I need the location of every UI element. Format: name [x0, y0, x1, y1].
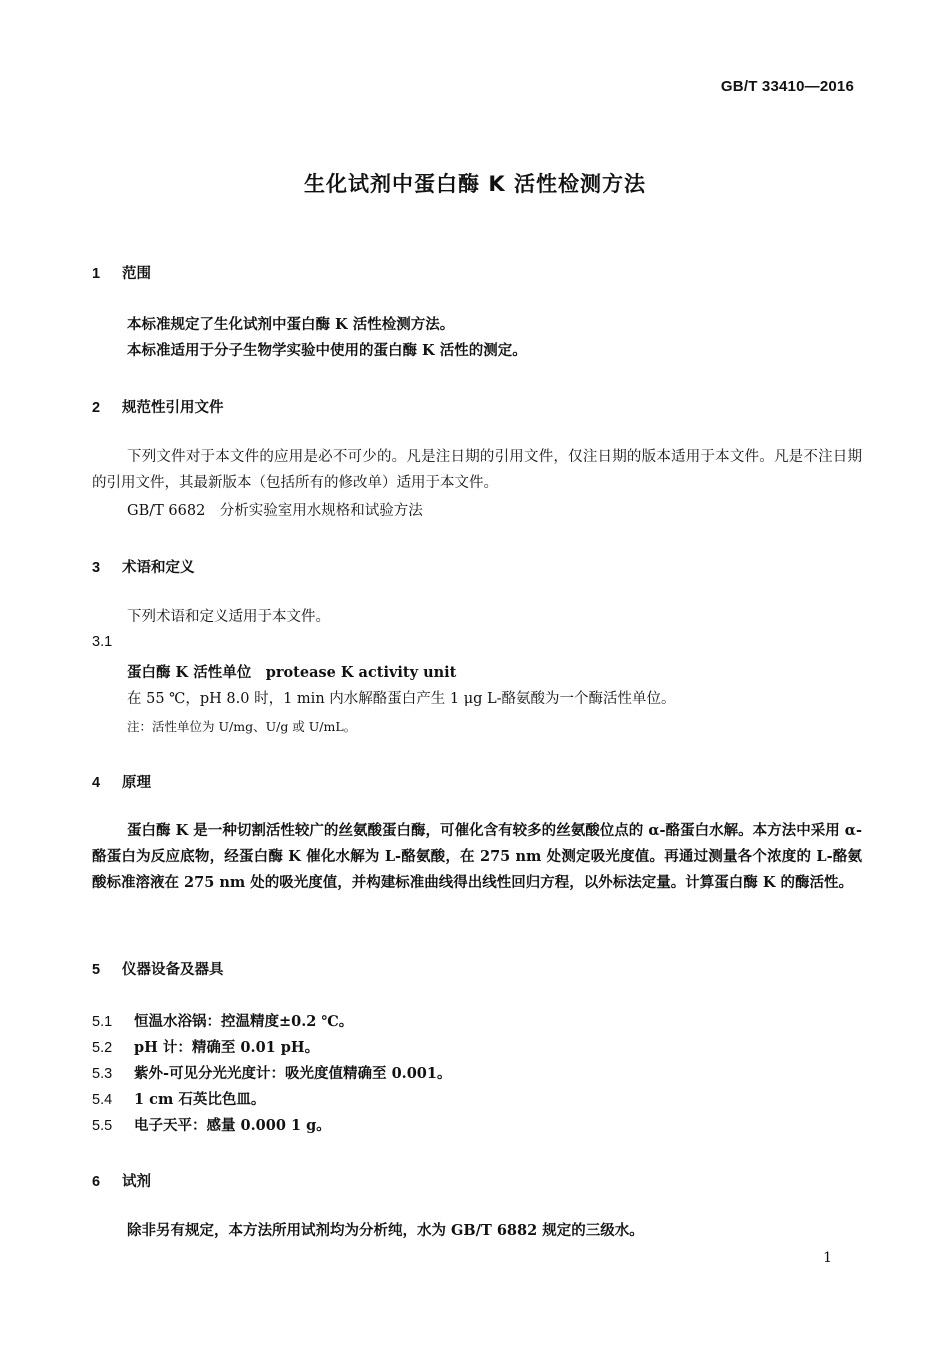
- scope-line-2: 本标准适用于分子生物学实验中使用的蛋白酶 K 活性的测定。: [127, 342, 527, 359]
- section-number: 4: [92, 775, 101, 791]
- terms-intro: 下列术语和定义适用于本文件。: [127, 609, 330, 625]
- section-6-heading: [92, 1170, 151, 1191]
- equipment-item: [92, 1088, 265, 1109]
- reagents-paragraph: 除非另有规定，本方法所用试剂均为分析纯，水为 GB/T 6882 规定的三级水。: [127, 1222, 644, 1239]
- section-title: 范围: [122, 266, 151, 282]
- document-title: 生化试剂中蛋白酶 K 活性检测方法: [304, 172, 646, 196]
- section-number: 1: [92, 266, 101, 282]
- item-number: 5.3: [92, 1066, 113, 1082]
- item-text: 1 cm 石英比色皿。: [134, 1091, 266, 1108]
- item-text: 紫外-可见分光光度计：吸光度值精确至 0.001。: [134, 1065, 452, 1082]
- term-definition: 在 55 ℃，pH 8.0 时，1 min 内水解酪蛋白产生 1 μg L-酪氨酸为一个酶活性单位。: [127, 691, 676, 707]
- equipment-item: [92, 1010, 353, 1031]
- section-number: 5: [92, 962, 101, 978]
- equipment-item: [92, 1036, 319, 1057]
- reference-gbt6682: GB/T 6682 分析实验室用水规格和试验方法: [127, 503, 423, 519]
- section-number: 6: [92, 1174, 101, 1190]
- page-number: 1: [823, 1250, 832, 1266]
- section-number: 3: [92, 560, 101, 576]
- section-5-heading: [92, 958, 224, 979]
- term-protease-k-activity-unit: 蛋白酶 K 活性单位 protease K activity unit: [127, 664, 457, 681]
- principle-paragraph: 蛋白酶 K 是一种切割活性较广的丝氨酸蛋白酶，可催化含有较多的丝氨酸位点的 α-酪蛋白水解。本方法中采用 α-酪蛋白为反应底物，经蛋白酶 K 催化水解为 L-酪氨酸，在 275 nm 处测定吸光度值。再通过测量各个浓度的 L-酪氨酸标准溶液在 275 nm 处的吸光度值，并构建标准曲线得出线性回归方程，以外标法定量。计算蛋白酶 K 的酶活性。: [92, 822, 862, 891]
- section-title: 规范性引用文件: [122, 400, 224, 416]
- section-2-heading: [92, 396, 224, 417]
- item-number: 5.2: [92, 1040, 113, 1056]
- scope-line-1: 本标准规定了生化试剂中蛋白酶 K 活性检测方法。: [127, 316, 455, 333]
- item-number: 5.5: [92, 1118, 113, 1134]
- section-number: 2: [92, 400, 101, 416]
- item-number: 5.1: [92, 1014, 113, 1030]
- equipment-item: [92, 1062, 451, 1083]
- item-number: 5.4: [92, 1092, 113, 1108]
- section-1-heading: [92, 262, 151, 283]
- section-3-heading: [92, 556, 195, 577]
- term-note: 注：活性单位为 U/mg、U/g 或 U/mL。: [127, 719, 357, 734]
- normative-references-paragraph: 下列文件对于本文件的应用是必不可少的。凡是注日期的引用文件，仅注日期的版本适用于本文件。凡是不注日期的引用文件，其最新版本（包括所有的修改单）适用于本文件。: [92, 449, 862, 491]
- standard-number: GB/T 33410—2016: [720, 78, 854, 95]
- subsection-3-1-number: 3.1: [92, 634, 113, 650]
- item-text: pH 计：精确至 0.01 pH。: [134, 1039, 320, 1056]
- section-title: 原理: [122, 775, 151, 791]
- section-4-heading: [92, 771, 151, 792]
- section-title: 仪器设备及器具: [122, 962, 224, 978]
- section-title: 试剂: [122, 1174, 151, 1190]
- item-text: 恒温水浴锅：控温精度±0.2 ℃。: [134, 1013, 354, 1030]
- item-text: 电子天平：感量 0.000 1 g。: [134, 1117, 331, 1134]
- section-title: 术语和定义: [122, 560, 195, 576]
- equipment-item: [92, 1114, 331, 1135]
